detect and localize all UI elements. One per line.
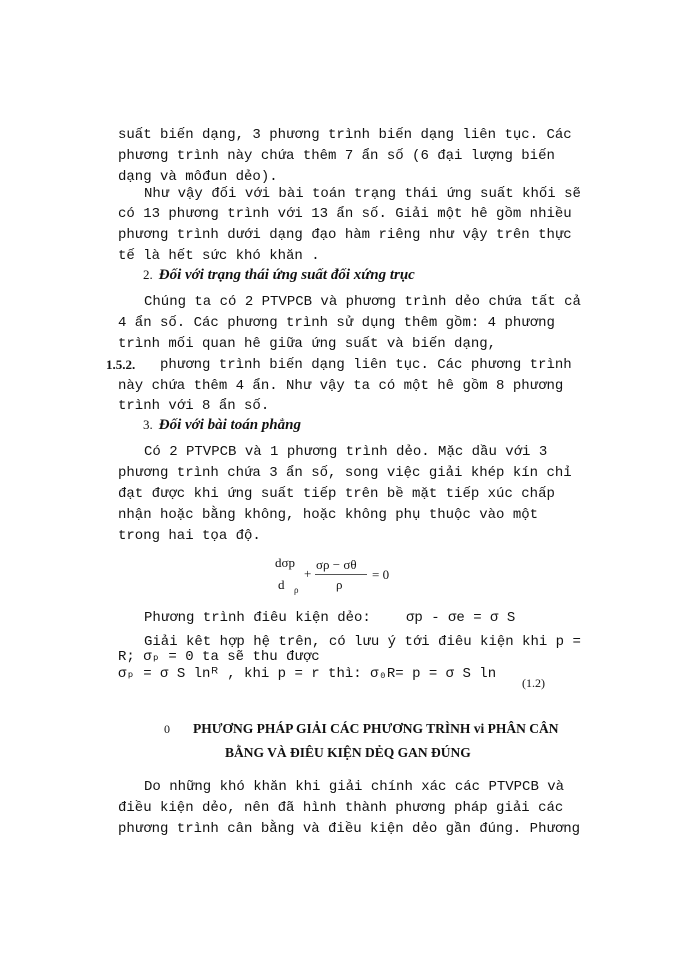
eq-denominator-sub: ρ <box>294 585 299 595</box>
text-line: đạt được khi ứng suất tiếp trên bề mặt tiếp xúc chấp <box>118 486 555 502</box>
text-line: Như vậy đối với bài toán trạng thái ứng suất khối sẽ <box>144 186 581 202</box>
text-line: tế là hết sức khó khăn . <box>118 248 320 264</box>
subheading-text: Đối với trạng thái ứng suất đối xứng trục <box>158 267 415 283</box>
text-line: phương trình dưới dạng đạo hàm riêng như vậy trên thực <box>118 227 572 243</box>
eq-plus: + <box>304 566 312 581</box>
subheading-number: 3. <box>143 417 153 432</box>
text-line: R; σₚ = 0 ta sẽ thu được <box>118 649 320 665</box>
text-line: phương trình biến dạng liên tục. Các phương trình <box>160 357 572 373</box>
text-line: phương trình chứa 3 ẩn số, song việc giải khép kín chỉ <box>118 465 572 481</box>
text-line: suất biến dạng, 3 phương trình biến dạng liên tục. Các <box>118 127 572 143</box>
text-line: này chứa thêm 4 ẩn. Như vậy ta có một hê gồm 8 phương <box>118 378 564 394</box>
text-line: có 13 phương trình với 13 ẩn số. Giải một hê gồm nhiều <box>118 206 572 222</box>
eq-numerator: dσp <box>275 555 296 570</box>
text-line: phương trình cân bằng và điều kiện dẻo gần đúng. Phương <box>118 821 581 837</box>
text-line: trình mối quan hê giữa ứng suất và biến dạng, <box>118 336 497 352</box>
text-line: dạng và môđun dẻo). <box>118 169 278 185</box>
section-title-line: PHƯƠNG PHÁP GIẢI CÁC PHƯƠNG TRÌNH vi PHÂN CÂN <box>193 721 559 736</box>
subheading-plane-problem <box>143 416 601 434</box>
list-number: 1.5.2. <box>106 357 136 372</box>
eq-denominator: d <box>278 577 285 592</box>
text-line: trình với 8 ẩn số. <box>118 398 270 414</box>
text-line: điều kiện dẻo, nên đã hình thành phương pháp giải các <box>118 800 564 816</box>
fraction-bar <box>315 574 367 575</box>
subheading-number: 2. <box>143 267 153 282</box>
eq-frac-numerator: σρ − σθ <box>316 557 357 572</box>
text-line: nhận hoặc bằng không, hoặc không phụ thuộc vào một <box>118 507 539 523</box>
plastic-condition-equation: σp - σe = σ S <box>406 610 516 626</box>
section-number: 0 <box>164 722 170 736</box>
text-line: Chúng ta có 2 PTVPCB và phương trình dẻo chứa tất cả <box>144 294 581 310</box>
equation-number: (1.2) <box>522 676 545 690</box>
text-line: 4 ẩn số. Các phương trình sử dụng thêm gồm: 4 phương <box>118 315 555 331</box>
result-equation: σₚ = σ S lnᴿ , khi p = r thì: σ₀R= p = σ S ln <box>118 666 497 682</box>
text-line: trong hai tọa độ. <box>118 528 261 544</box>
eq-rhs: = 0 <box>372 567 390 582</box>
text-line: Do những khó khăn khi giải chính xác các PTVPCB và <box>144 779 565 795</box>
plastic-condition-label: Phương trình điêu kiện dẻo: <box>144 610 371 626</box>
section-title-line: BẰNG VÀ ĐIÊU KIỆN DẺQ GAN ĐÚNG <box>225 745 471 760</box>
text-line: phương trình này chứa thêm 7 ẩn số (6 đại lượng biến <box>118 148 555 164</box>
subheading-axisymmetric <box>143 266 601 284</box>
eq-frac-denominator: ρ <box>336 577 343 592</box>
subheading-text: Đối với bài toán phẳng <box>158 417 301 433</box>
text-line: Giải kêt hợp hệ trên, có lưu ý tới điêu kiện khi p = <box>144 634 581 650</box>
text-line: Có 2 PTVPCB và 1 phương trình dẻo. Mặc dầu với 3 <box>144 444 548 460</box>
